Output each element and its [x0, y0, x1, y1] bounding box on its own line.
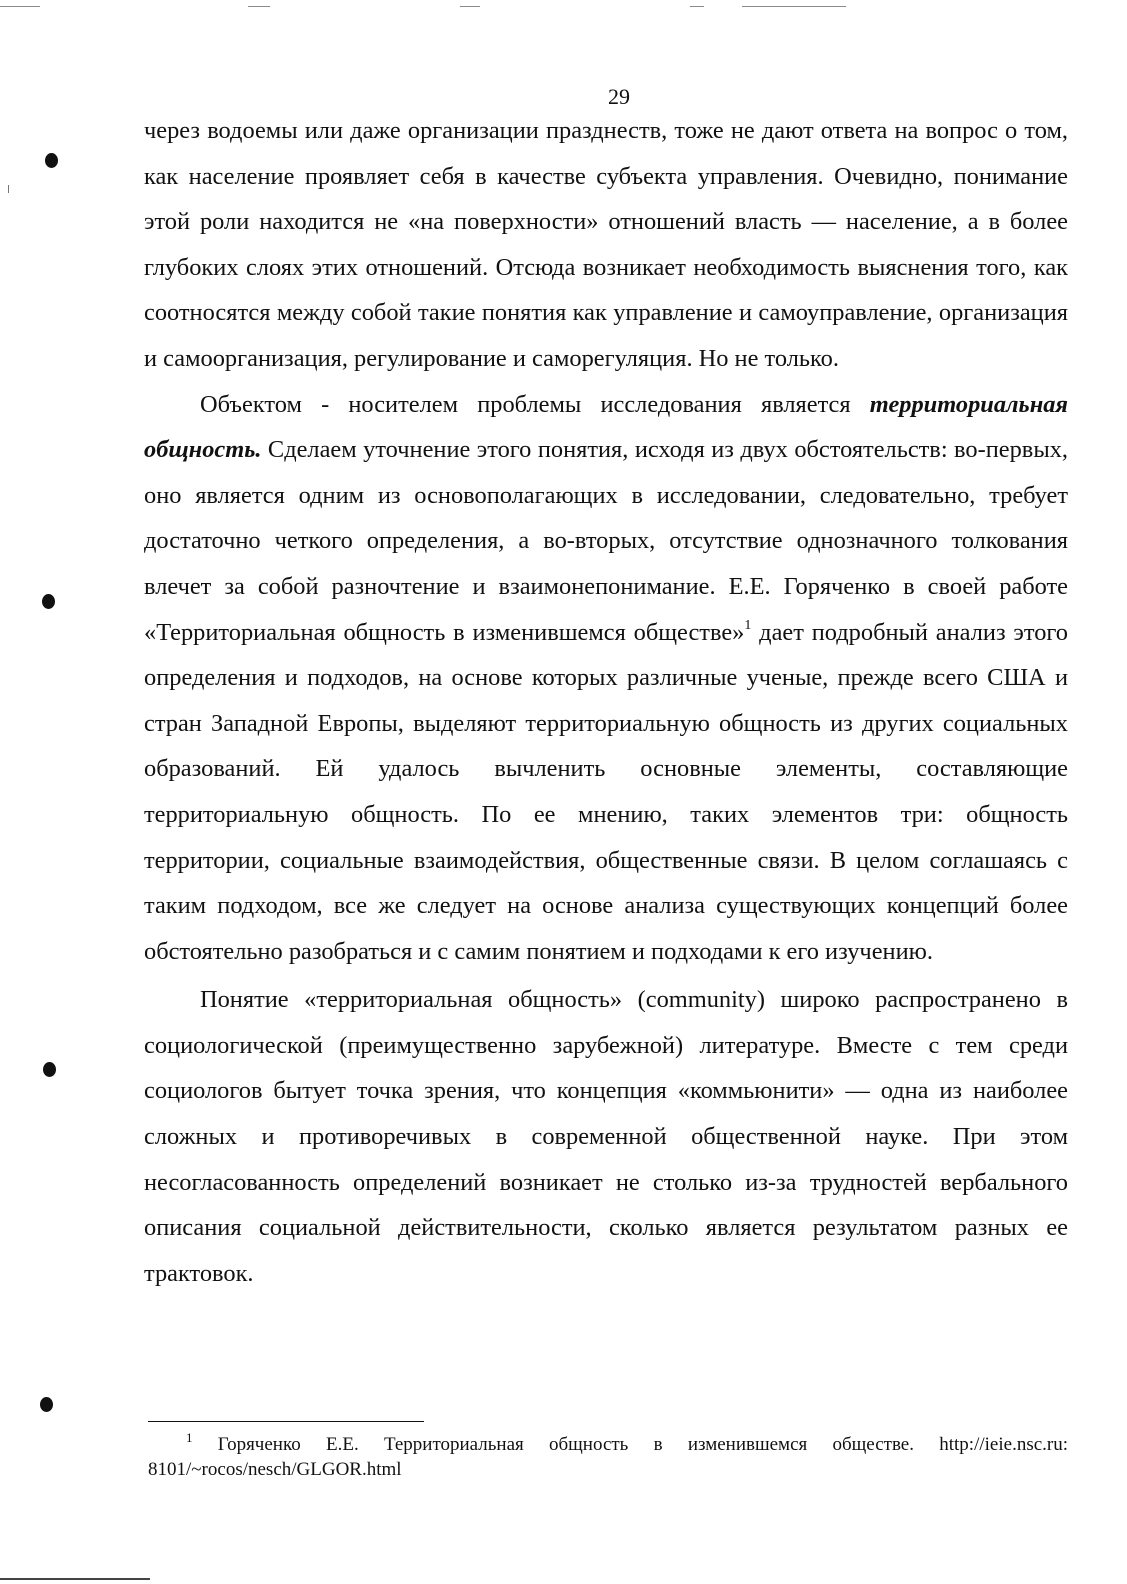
- paragraph: Понятие «территориальная общность» (community) широко распространено в социологической (преимущественно зарубежной) литературе. Вместе с тем среди социологов бытует точка зрения, что концепция «коммьюнити» — одна из наиболее сложных и противоречивых в современной общественной науке. При этом несогласованность определений возникает не столько из-за трудностей вербального описания социальной действительности, сколько является результатом разных ее трактовок.: [144, 986, 1068, 1287]
- scan-edge-line: [690, 6, 704, 7]
- punch-hole: [45, 153, 58, 168]
- footnote-separator: [148, 1421, 424, 1422]
- scan-edge-line: [248, 6, 270, 7]
- paragraph: через водоемы или даже организации празднеств, тоже не дают ответа на вопрос о том, как население проявляет себя в качестве субъекта управления. Очевидно, понимание этой роли находится не «на поверхности» отношений власть — население, а в более глубоких слоях этих отношений. Отсюда возникает необходимость выяснения того, как соотносятся между собой такие понятия как управление и самоуправление, организация и самоорганизация, регулирование и саморегуляция. Но не только.: [144, 117, 1068, 372]
- scan-edge-line: [460, 6, 480, 7]
- footnote: [148, 1432, 1068, 1482]
- page-number: 29: [608, 84, 630, 109]
- paragraph-lead: Объектом - носителем проблемы исследования является: [200, 390, 870, 418]
- paragraph: [144, 382, 1068, 975]
- scan-edge-line: [742, 6, 846, 7]
- footnote-text: Горяченко Е.Е. Территориальная общность в изменившемся обществе. http://ieie.nsc.ru: 8101/~rocos/nesch/GLGOR.html: [148, 1434, 1068, 1480]
- paragraph-text: дает подробный анализ этого определения и подходов, на основе которых различные ученые, прежде всего США и стран Западной Европы, выделяют территориальную общность из других социальных образований. Ей удалось вычленить основные элементы, составляющие территориальную общность. По ее мнению, таких элементов три: общность территории, социальные взаимодействия, общественные связи. В целом соглашаясь с таким подходом, все же следует на основе анализа существующих концепций более обстоятельно разобраться и с самим понятием и подходами к его изучению.: [144, 618, 1068, 965]
- scan-edge-line: [0, 1578, 150, 1580]
- punch-hole: [40, 1397, 53, 1412]
- scan-edge-line: [0, 6, 40, 7]
- body-text: [144, 108, 1068, 1296]
- punch-hole: [42, 594, 55, 609]
- emphasized-term: территориальная общность.: [144, 390, 1068, 464]
- paragraph-text: Сделаем уточнение этого понятия, исходя из двух обстоятельств: во-первых, оно является одним из основополагающих в исследовании, следовательно, требует достаточно четкого определения, а во-вторых, отсутствие однозначного толкования влечет за собой разночтение и взаимонепонимание. Е.Е. Горяченко в своей работе «Территориальная общность в изменившемся обществе»: [144, 436, 1068, 646]
- footnote-marker: 1: [186, 1430, 193, 1445]
- footnote-reference: 1: [744, 617, 752, 633]
- punch-hole: [43, 1062, 56, 1077]
- scan-edge-mark: [8, 185, 9, 193]
